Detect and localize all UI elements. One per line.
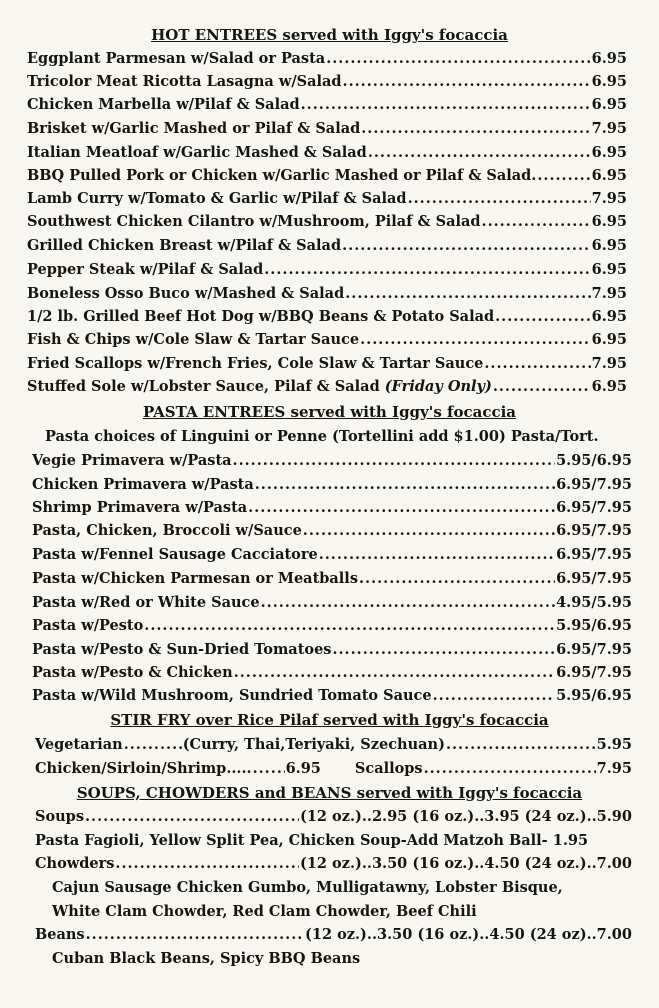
menu-item bbox=[27, 308, 627, 326]
item-name: Pasta, Chicken, Broccoli w/Sauce bbox=[32, 522, 302, 539]
menu-item bbox=[27, 190, 627, 208]
item-price: 6.95 bbox=[591, 237, 627, 254]
item-name: Pepper Steak w/Pilaf & Salad bbox=[27, 261, 264, 278]
item-name: Boneless Osso Buco w/Mashed & Salad bbox=[27, 285, 345, 302]
menu-item bbox=[32, 570, 632, 588]
item-price: 6.95/7.95 bbox=[556, 476, 632, 493]
item-price: 7.95 bbox=[591, 190, 627, 207]
menu-item bbox=[32, 594, 632, 612]
item-price: 6.95 bbox=[591, 167, 627, 184]
menu-item bbox=[32, 664, 632, 682]
item-prices: (12 oz.)..3.50 (16 oz.)..4.50 (24 oz.)..7.00 bbox=[299, 855, 632, 872]
item-price: 5.95 bbox=[596, 736, 632, 753]
item-name: Brisket w/Garlic Mashed or Pilaf & Salad bbox=[27, 120, 361, 137]
chowder-varieties-line-2: White Clam Chowder, Red Clam Chowder, Beef Chili bbox=[52, 903, 477, 920]
menu-item bbox=[32, 452, 632, 470]
menu-item bbox=[27, 167, 627, 185]
item-prices: (12 oz.)..3.50 (16 oz.)..4.50 (24 oz)..7.00 bbox=[305, 926, 632, 943]
menu-item bbox=[27, 73, 627, 91]
menu-item bbox=[27, 331, 627, 349]
item-name: Chowders bbox=[35, 855, 115, 872]
item-price: 7.95 bbox=[591, 120, 627, 137]
item-name: Grilled Chicken Breast w/Pilaf & Salad bbox=[27, 237, 342, 254]
chowder-varieties-line-1: Cajun Sausage Chicken Gumbo, Mulligatawny, Lobster Bisque, bbox=[52, 879, 563, 896]
item-price: 6.95/7.95 bbox=[556, 664, 632, 681]
item-name: Fried Scallops w/French Fries, Cole Slaw & Tartar Sauce bbox=[27, 355, 484, 372]
menu-item bbox=[32, 546, 632, 564]
item-prices: (12 oz.)..2.95 (16 oz.)..3.95 (24 oz.)..5.90 bbox=[299, 808, 632, 825]
menu-item bbox=[35, 926, 632, 944]
menu-item bbox=[27, 378, 627, 396]
item-name: Pasta w/Pesto bbox=[32, 617, 144, 634]
menu-item bbox=[32, 476, 632, 494]
item-name: Pasta w/Pesto & Chicken bbox=[32, 664, 233, 681]
item-price: 6.95/7.95 bbox=[556, 641, 632, 658]
item-price: 7.95 bbox=[591, 355, 627, 372]
item-price: 6.95 bbox=[591, 378, 627, 395]
item-name: Chicken/Sirloin/Shrimp..... bbox=[35, 760, 252, 777]
section-header-pasta-entrees: PASTA ENTREES served with Iggy's focaccia bbox=[142, 403, 517, 421]
menu-item bbox=[27, 261, 627, 279]
item-name-note: (Friday Only) bbox=[384, 378, 492, 395]
item-price: 6.95 bbox=[591, 96, 627, 113]
item-name-main: Stuffed Sole w/Lobster Sauce, Pilaf & Salad bbox=[27, 378, 380, 395]
section-header-hot-entrees: HOT ENTREES served with Iggy's focaccia bbox=[151, 26, 508, 44]
menu-item bbox=[27, 355, 627, 373]
menu-item bbox=[27, 213, 627, 231]
menu-item bbox=[35, 855, 632, 873]
item-name: Fish & Chips w/Cole Slaw & Tartar Sauce bbox=[27, 331, 360, 348]
item-name: Eggplant Parmesan w/Salad or Pasta bbox=[27, 50, 326, 67]
item-name: Pasta w/Pesto & Sun-Dried Tomatoes bbox=[32, 641, 332, 658]
item-name: Southwest Chicken Cilantro w/Mushroom, Pilaf & Salad bbox=[27, 213, 481, 230]
item-name: Pasta w/Chicken Parmesan or Meatballs bbox=[32, 570, 358, 587]
item-options: (Curry, Thai,Teriyaki, Szechuan) bbox=[182, 736, 445, 753]
item-price: 6.95 bbox=[591, 331, 627, 348]
item-price: 6.95 bbox=[591, 50, 627, 67]
menu-item bbox=[32, 641, 632, 659]
item-price: 6.95 bbox=[591, 308, 627, 325]
item-name: Italian Meatloaf w/Garlic Mashed & Salad bbox=[27, 144, 367, 161]
item-price: 6.95/7.95 bbox=[556, 570, 632, 587]
item-price: 5.95/6.95 bbox=[556, 452, 632, 469]
item-price: 5.95/6.95 bbox=[556, 687, 632, 704]
item-price: 6.95 bbox=[591, 73, 627, 90]
item-name: Soups bbox=[35, 808, 84, 825]
item-price: 6.95 bbox=[591, 213, 627, 230]
item-price: 6.95/7.95 bbox=[556, 522, 632, 539]
menu-item bbox=[32, 687, 632, 705]
item-name: Pasta w/Red or White Sauce bbox=[32, 594, 260, 611]
item-name: Vegie Primavera w/Pasta bbox=[32, 452, 232, 469]
menu-item bbox=[35, 736, 632, 754]
menu-item bbox=[35, 760, 632, 778]
item-price: 7.95 bbox=[596, 760, 632, 777]
menu-item bbox=[27, 237, 627, 255]
soup-varieties: Pasta Fagioli, Yellow Split Pea, Chicken Soup-Add Matzoh Ball- 1.95 bbox=[35, 832, 589, 849]
menu-item bbox=[27, 144, 627, 162]
item-name: Vegetarian bbox=[35, 736, 123, 753]
item-name: Shrimp Primavera w/Pasta bbox=[32, 499, 248, 516]
item-price: 6.95/7.95 bbox=[556, 499, 632, 516]
menu-item bbox=[32, 522, 632, 540]
item-price: 7.95 bbox=[591, 285, 627, 302]
menu-item bbox=[32, 617, 632, 635]
menu-item bbox=[27, 96, 627, 114]
item-price: 4.95/5.95 bbox=[556, 594, 632, 611]
item-name: BBQ Pulled Pork or Chicken w/Garlic Mashed or Pilaf & Salad. bbox=[27, 167, 537, 184]
item-name: Chicken Primavera w/Pasta bbox=[32, 476, 254, 493]
pasta-choices-note: Pasta choices of Linguini or Penne (Tortellini add $1.00) Pasta/Tort. bbox=[45, 428, 599, 445]
item-name: Beans bbox=[35, 926, 85, 943]
item-price: 5.95/6.95 bbox=[556, 617, 632, 634]
section-header-stir-fry: STIR FRY over Rice Pilaf served with Iggy's focaccia bbox=[110, 711, 549, 729]
item-name: Pasta w/Fennel Sausage Cacciatore bbox=[32, 546, 318, 563]
item-name bbox=[27, 378, 492, 396]
item-price: 6.95 bbox=[285, 760, 321, 777]
item-price: 6.95 bbox=[591, 261, 627, 278]
item-name: Pasta w/Wild Mushroom, Sundried Tomato Sauce bbox=[32, 687, 432, 704]
menu-item bbox=[27, 120, 627, 138]
section-header-soups: SOUPS, CHOWDERS and BEANS served with Iggy's focaccia bbox=[76, 784, 583, 802]
item-price: 6.95/7.95 bbox=[556, 546, 632, 563]
menu-item bbox=[32, 499, 632, 517]
menu-item bbox=[35, 808, 632, 826]
menu-item bbox=[27, 285, 627, 303]
item-name: Tricolor Meat Ricotta Lasagna w/Salad bbox=[27, 73, 342, 90]
item-name: Lamb Curry w/Tomato & Garlic w/Pilaf & Salad bbox=[27, 190, 407, 207]
item-price: 6.95 bbox=[591, 144, 627, 161]
item-name: Chicken Marbella w/Pilaf & Salad bbox=[27, 96, 300, 113]
item-name: 1/2 lb. Grilled Beef Hot Dog w/BBQ Beans & Potato Salad bbox=[27, 308, 495, 325]
menu-item bbox=[27, 50, 627, 68]
bean-varieties: Cuban Black Beans, Spicy BBQ Beans bbox=[52, 950, 361, 967]
item-name: Scallops bbox=[354, 760, 423, 777]
